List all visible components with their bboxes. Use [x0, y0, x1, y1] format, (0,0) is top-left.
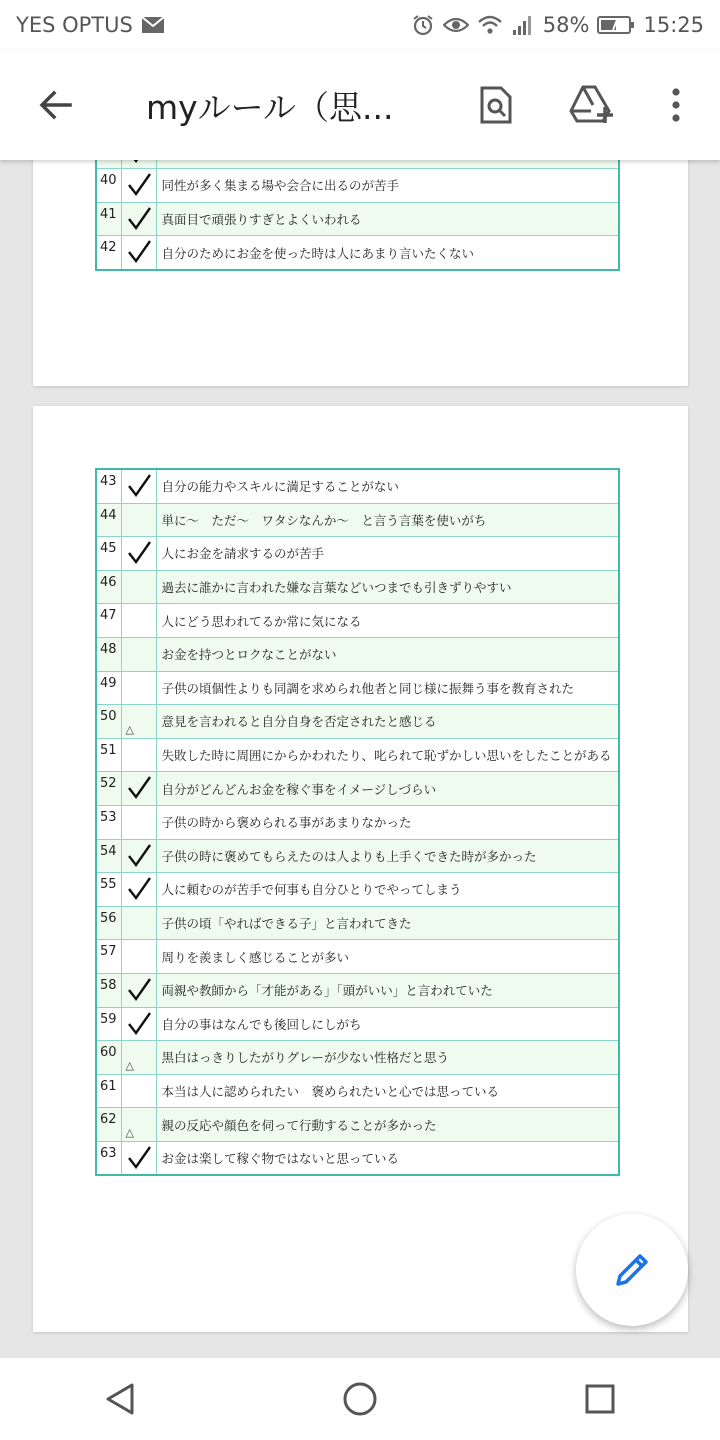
row-number: 59 — [96, 1007, 121, 1041]
row-mark — [121, 1141, 156, 1175]
table-row — [96, 1007, 619, 1041]
check-icon — [126, 172, 152, 198]
row-statement: お金を持つとロクなことがない — [156, 637, 619, 671]
table-row — [96, 705, 619, 739]
row-number — [96, 160, 121, 169]
row-statement: 同性が多く集まる場や会合に出るのが苦手 — [156, 169, 619, 203]
row-statement: 子供の頃個性よりも同調を求められ他者と同じ様に振舞う事を教育された — [156, 671, 619, 705]
pencil-icon — [612, 1250, 652, 1290]
row-mark — [121, 772, 156, 806]
battery-percent: 58% — [542, 13, 590, 37]
row-mark — [121, 1007, 156, 1041]
row-statement: お金は楽して稼ぐ物ではないと思っている — [156, 1141, 619, 1175]
document-page — [33, 406, 688, 1332]
check-icon — [126, 1145, 152, 1171]
document-page — [33, 160, 688, 386]
row-number: 50 — [96, 705, 121, 739]
row-mark — [121, 839, 156, 873]
table-row — [96, 671, 619, 705]
battery-icon — [597, 15, 635, 35]
row-statement: 子供の時に褒めてもらえたのは人よりも上手くできた時が多かった — [156, 839, 619, 873]
row-mark — [121, 906, 156, 940]
triangle-mark: △ — [125, 1125, 134, 1139]
row-statement: 過去に誰かに言われた嫌な言葉などいつまでも引きずりやすい — [156, 570, 619, 604]
edit-fab-button[interactable] — [576, 1214, 688, 1326]
table-row — [96, 537, 619, 571]
add-to-drive-button[interactable] — [562, 75, 622, 135]
row-statement: 失敗した時に周囲にからかわれたり、叱られて恥ずかしい思いをしたことがある — [156, 738, 619, 772]
status-bar — [0, 0, 720, 50]
row-mark — [121, 1041, 156, 1075]
row-statement: 子供の時から褒められる事があまりなかった — [156, 805, 619, 839]
row-mark — [121, 973, 156, 1007]
back-button[interactable] — [26, 75, 86, 135]
check-icon — [126, 876, 152, 902]
row-statement: 人にどう思われてるか常に気になる — [156, 604, 619, 638]
row-number: 43 — [96, 469, 121, 503]
triangle-mark: △ — [125, 1058, 134, 1072]
row-mark — [121, 202, 156, 236]
row-statement: 自分の能力やスキルに満足することがない — [156, 469, 619, 503]
row-statement: 本当は人に認められたい 褒められたいと心では思っている — [156, 1074, 619, 1108]
carrier-label: YES OPTUS — [16, 13, 133, 37]
table-row — [96, 637, 619, 671]
table-row — [96, 805, 619, 839]
row-mark — [121, 738, 156, 772]
table-row — [96, 1108, 619, 1142]
row-number: 56 — [96, 906, 121, 940]
add-to-drive-icon — [569, 85, 615, 125]
row-number: 44 — [96, 503, 121, 537]
row-number: 53 — [96, 805, 121, 839]
row-mark — [121, 169, 156, 203]
row-statement: 意見を言われると自分自身を否定されたと感じる — [156, 705, 619, 739]
triangle-mark: △ — [125, 722, 134, 736]
table-row — [96, 202, 619, 236]
row-mark — [121, 873, 156, 907]
table-row — [96, 604, 619, 638]
check-icon — [126, 160, 152, 165]
row-statement: 両親や教師から「才能がある」「頭がいい」と言われていた — [156, 973, 619, 1007]
row-mark — [121, 469, 156, 503]
row-number: 61 — [96, 1074, 121, 1108]
row-number: 42 — [96, 236, 121, 270]
clock-time: 15:25 — [643, 13, 704, 37]
check-icon — [126, 1011, 152, 1037]
table-row — [96, 772, 619, 806]
document-viewport[interactable] — [0, 160, 720, 1358]
table-row — [96, 1074, 619, 1108]
row-mark — [121, 637, 156, 671]
row-mark — [121, 503, 156, 537]
circle-home-icon — [342, 1381, 378, 1417]
table-row — [96, 973, 619, 1007]
row-number: 41 — [96, 202, 121, 236]
table-row — [96, 1041, 619, 1075]
table-row — [96, 169, 619, 203]
row-mark — [121, 160, 156, 169]
table-row — [96, 570, 619, 604]
more-vert-icon — [670, 87, 682, 123]
row-number: 58 — [96, 973, 121, 1007]
table-row — [96, 839, 619, 873]
nav-back-button[interactable] — [80, 1359, 160, 1439]
table-row — [96, 160, 619, 169]
document-title: myルール（思... — [146, 87, 394, 127]
check-icon — [126, 206, 152, 232]
mail-icon — [141, 16, 165, 34]
system-nav-bar — [0, 1358, 720, 1440]
row-statement: 真面目で頑張りすぎとよくいわれる — [156, 202, 619, 236]
signal-icon — [511, 14, 535, 36]
arrow-back-icon — [38, 87, 74, 123]
table-row — [96, 940, 619, 974]
triangle-back-icon — [104, 1382, 136, 1416]
row-mark — [121, 604, 156, 638]
table-row — [96, 469, 619, 503]
app-bar — [0, 50, 720, 160]
square-recents-icon — [584, 1383, 616, 1415]
row-statement: 単に〜 ただ〜 ワタシなんか〜 と言う言葉を使いがち — [156, 503, 619, 537]
row-mark — [121, 940, 156, 974]
check-icon — [126, 540, 152, 566]
row-number: 60 — [96, 1041, 121, 1075]
row-mark — [121, 537, 156, 571]
row-statement: 自分のためにお金を使った時は人にあまり言いたくない — [156, 236, 619, 270]
rules-table — [95, 160, 620, 271]
check-icon — [126, 843, 152, 869]
alarm-icon — [411, 13, 435, 37]
row-number: 54 — [96, 839, 121, 873]
row-statement: 自分の事はなんでも後回しにしがち — [156, 1007, 619, 1041]
row-number: 49 — [96, 671, 121, 705]
row-number: 52 — [96, 772, 121, 806]
table-row — [96, 236, 619, 270]
table-row — [96, 906, 619, 940]
table-row — [96, 1141, 619, 1175]
table-row — [96, 738, 619, 772]
row-number: 51 — [96, 738, 121, 772]
rules-table — [95, 468, 620, 1176]
row-number: 62 — [96, 1108, 121, 1142]
row-number: 46 — [96, 570, 121, 604]
table-row — [96, 873, 619, 907]
eye-icon — [443, 15, 469, 35]
row-number: 47 — [96, 604, 121, 638]
nav-recents-button[interactable] — [560, 1359, 640, 1439]
row-statement: 黒白はっきりしたがりグレーが少ない性格だと思う — [156, 1041, 619, 1075]
row-statement: 人に頼むのが苦手で何事も自分ひとりでやってしまう — [156, 873, 619, 907]
wifi-icon — [477, 14, 503, 36]
check-icon — [126, 473, 152, 499]
row-mark — [121, 570, 156, 604]
check-icon — [126, 977, 152, 1003]
table-row — [96, 503, 619, 537]
row-statement: 自分がどんどんお金を稼ぐ事をイメージしづらい — [156, 772, 619, 806]
check-icon — [126, 239, 152, 265]
find-in-page-button[interactable] — [466, 75, 526, 135]
row-mark — [121, 1074, 156, 1108]
row-mark — [121, 705, 156, 739]
row-mark — [121, 236, 156, 270]
row-number: 55 — [96, 873, 121, 907]
row-mark — [121, 805, 156, 839]
row-number: 45 — [96, 537, 121, 571]
find-in-page-icon — [479, 85, 513, 125]
row-number: 40 — [96, 169, 121, 203]
row-statement: 子供の頃「やればできる子」と言われてきた — [156, 906, 619, 940]
row-number: 48 — [96, 637, 121, 671]
row-mark — [121, 1108, 156, 1142]
row-number: 57 — [96, 940, 121, 974]
row-statement: 人にお金を請求するのが苦手 — [156, 537, 619, 571]
row-statement — [156, 160, 619, 169]
row-number: 63 — [96, 1141, 121, 1175]
check-icon — [126, 775, 152, 801]
row-statement: 周りを羨ましく感じることが多い — [156, 940, 619, 974]
row-statement: 親の反応や顔色を伺って行動することが多かった — [156, 1108, 619, 1142]
nav-home-button[interactable] — [320, 1359, 400, 1439]
more-options-button[interactable] — [646, 75, 706, 135]
row-mark — [121, 671, 156, 705]
